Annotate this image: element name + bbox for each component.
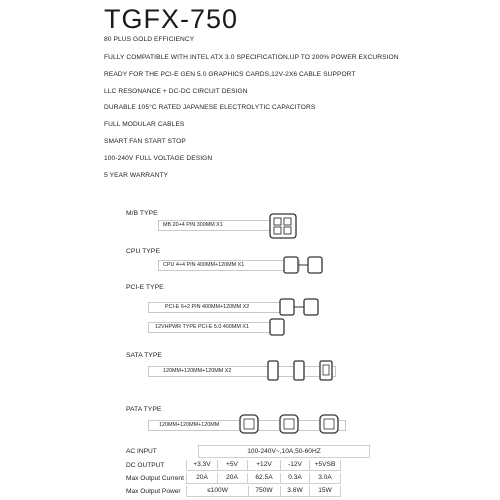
feature-item: 100-240V FULL VOLTAGE DESIGN <box>104 155 213 162</box>
power-cell: 750W <box>248 486 281 497</box>
12vhpwr-cable-box <box>148 322 274 333</box>
current-cell: 0.3A <box>281 473 310 484</box>
feature-item: FULLY COMPATIBLE WITH INTEL ATX 3.0 SPECIFICATION,UP TO 200% POWER EXCURSION <box>104 54 399 61</box>
feature-item: DURABLE 105°C RATED JAPANESE ELECTROLYTIC CAPACITORS <box>104 104 316 111</box>
product-title: TGFX-750 <box>104 4 239 34</box>
ac-input-value: 100-240V~,10A,50-60HZ <box>198 445 370 458</box>
feature-item: LLC RESONANCE + DC-DC CIRCUIT DESIGN <box>104 88 248 95</box>
12vhpwr-connector-icon <box>266 316 290 338</box>
pata-connector-icon <box>234 410 346 438</box>
12vhpwr-cable-desc: 12VHPWR TYPE PCI-E 5.0 400MM X1 <box>155 324 249 330</box>
power-cell: 15W <box>310 486 341 497</box>
current-cell: 20A <box>186 473 218 484</box>
max-power-label: Max Output Power <box>126 488 181 495</box>
feature-item: 80 PLUS GOLD EFFICIENCY <box>104 36 195 43</box>
max-current-label: Max Output Current <box>126 475 184 482</box>
cpu-cable-box <box>158 260 300 271</box>
feature-item: SMART FAN START STOP <box>104 138 186 145</box>
rail-cell: +3.3V <box>186 460 218 471</box>
dc-output-label: DC OUTPUT <box>126 462 165 469</box>
rail-cell: +5V <box>217 460 248 471</box>
mb-cable-desc: MB 20+4 PIN 300MM X1 <box>163 222 223 228</box>
power-cell: 3.6W <box>281 486 310 497</box>
rail-cell: +12V <box>248 460 281 471</box>
feature-item: 5 YEAR WARRANTY <box>104 172 169 179</box>
rail-cell: -12V <box>281 460 310 471</box>
sata-type-label: SATA TYPE <box>126 352 162 359</box>
pcie-cable-box <box>148 302 288 313</box>
rail-cell: +5VSB <box>310 460 341 471</box>
pcie-connector-icon <box>276 296 326 318</box>
pata-cable-desc: 120MM+120MM+120MM <box>159 422 220 428</box>
sata-cable-desc: 120MM+120MM+120MM X2 <box>163 368 232 374</box>
pata-type-label: PATA TYPE <box>126 406 162 413</box>
cpu-cable-desc: CPU 4+4 PIN 400MM+120MM X1 <box>163 262 245 268</box>
current-cell: 3.0A <box>310 473 341 484</box>
ac-input-label: AC INPUT <box>126 448 157 455</box>
current-cell: 62.5A <box>248 473 281 484</box>
sata-connector-icon <box>262 358 342 384</box>
feature-item: READY FOR THE PCI-E GEN 5.0 GRAPHICS CARDS,12V-2X6 CABLE SUPPORT <box>104 71 356 78</box>
pcie-type-label: PCI-E TYPE <box>126 284 164 291</box>
mb-cable-box <box>158 220 272 231</box>
current-cell: 20A <box>217 473 248 484</box>
feature-item: FULL MODULAR CABLES <box>104 121 185 128</box>
power-cell: ≤100W <box>186 486 249 497</box>
cpu-type-label: CPU TYPE <box>126 248 160 255</box>
mb-connector-icon <box>268 212 300 240</box>
pcie-cable-desc: PCI-E 6+2 PIN 400MM+120MM X2 <box>165 304 250 310</box>
cpu-connector-icon <box>280 254 330 276</box>
mb-type-label: M/B TYPE <box>126 210 158 217</box>
